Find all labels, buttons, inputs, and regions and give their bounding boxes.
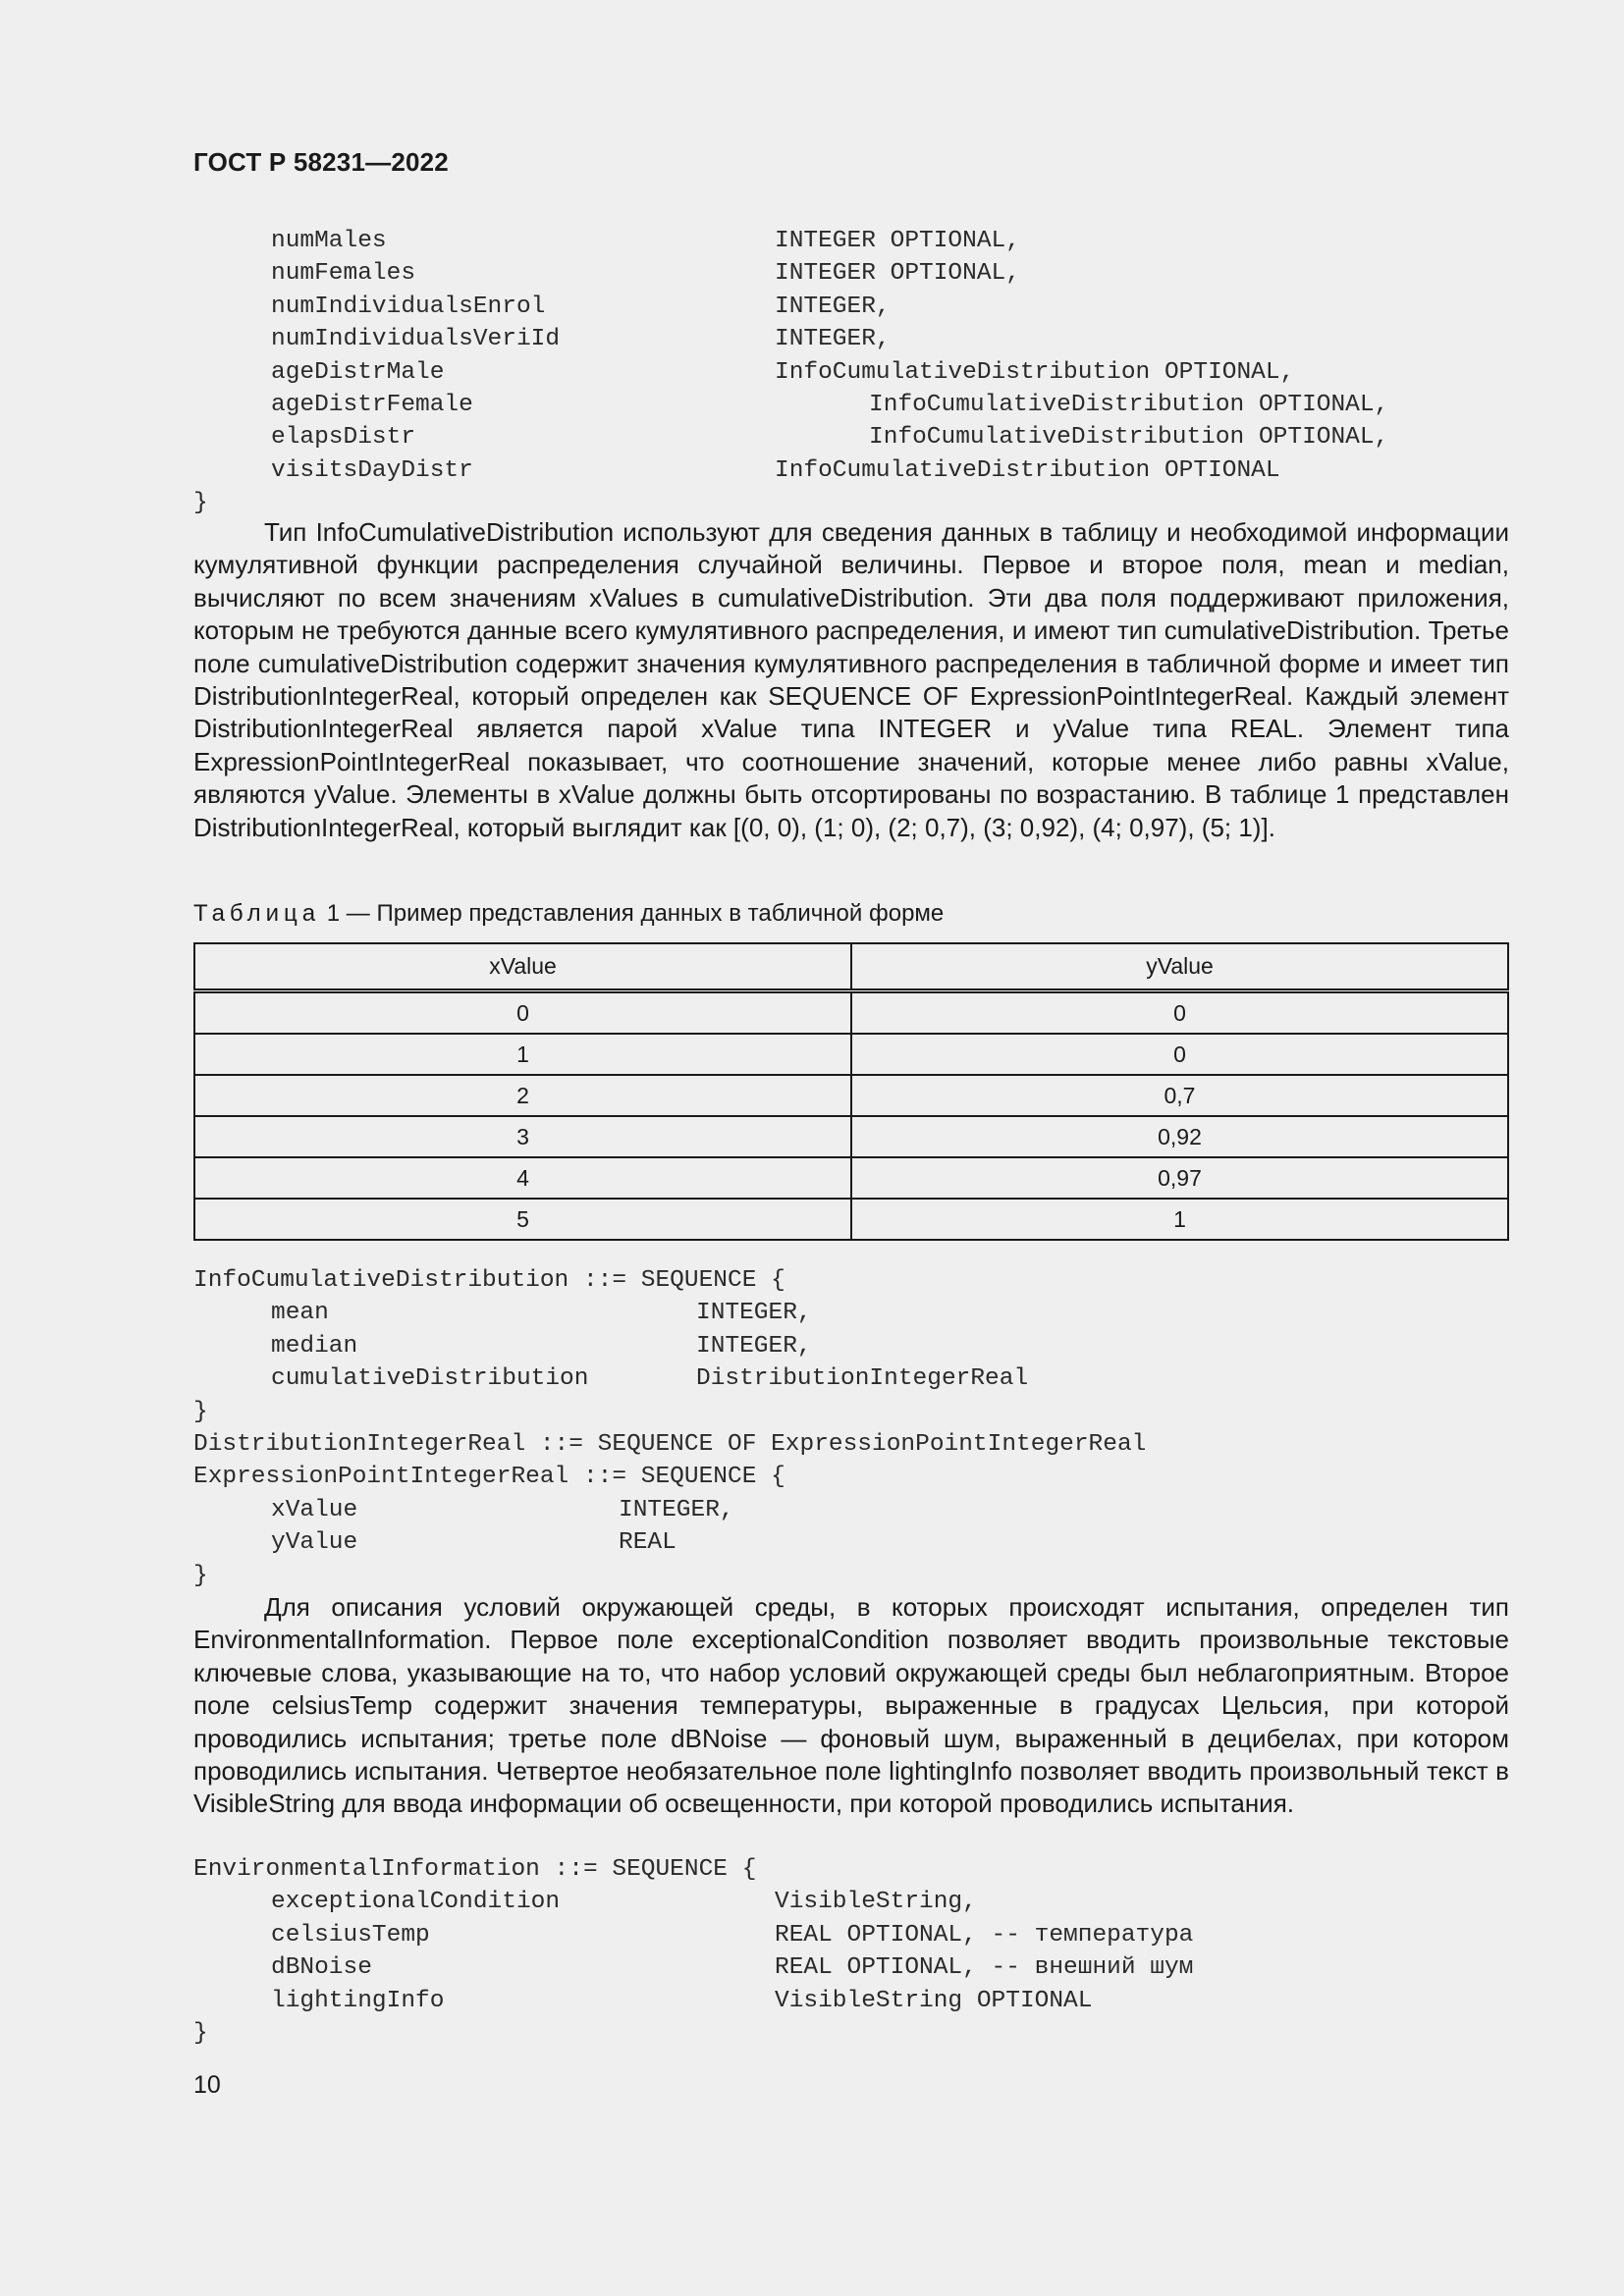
asn1-code-block-fields (193, 225, 1509, 520)
page-number: 10 (193, 2071, 221, 2099)
code-field-type: REAL OPTIONAL, -- температура (775, 1921, 1194, 1949)
code-line (193, 1985, 1509, 2017)
code-line (193, 1951, 1509, 1984)
cell-yvalue: 0,92 (851, 1116, 1508, 1157)
code-line (193, 1396, 1509, 1428)
code-field-name: } (193, 2019, 208, 2047)
cell-yvalue: 0,7 (851, 1075, 1508, 1116)
code-field-type: VisibleString OPTIONAL (775, 1987, 1093, 2014)
code-field-name: mean (271, 1300, 329, 1327)
code-line (193, 323, 1509, 355)
code-field-name: lightingInfo (271, 1987, 445, 2014)
code-field-name: dBNoise (271, 1954, 372, 1982)
code-line (193, 1362, 1509, 1395)
code-line (193, 1886, 1509, 1918)
code-field-name: elapsDistr (271, 424, 416, 452)
code-field-name: numIndividualsEnrol (271, 293, 546, 320)
code-line (193, 1494, 1509, 1526)
code-line (193, 356, 1509, 389)
code-line (193, 454, 1509, 487)
table-row (194, 1116, 1508, 1157)
code-field-name: numMales (271, 228, 387, 254)
code-field-type: INTEGER, (775, 326, 891, 353)
table-row (194, 1075, 1508, 1116)
code-field-type: InfoCumulativeDistribution OPTIONAL, (775, 358, 1295, 386)
code-field-type: InfoCumulativeDistribution OPTIONAL, (869, 391, 1389, 418)
code-field-type: REAL (619, 1529, 677, 1557)
table-row (194, 1034, 1508, 1075)
cell-xvalue: 4 (194, 1157, 851, 1199)
standard-header: ГОСТ Р 58231—2022 (193, 147, 449, 177)
code-field-name: } (193, 490, 208, 517)
code-field-name: xValue (271, 1496, 358, 1523)
code-field-name: visitsDayDistr (271, 456, 473, 484)
code-line (193, 1428, 1509, 1461)
cell-yvalue: 1 (851, 1199, 1508, 1240)
code-field-type: INTEGER, (619, 1496, 734, 1523)
code-field-name: median (271, 1332, 358, 1360)
code-line (193, 487, 1509, 519)
code-line (193, 1264, 1509, 1297)
code-field-name: EnvironmentalInformation ::= SEQUENCE { (193, 1856, 757, 1883)
code-field-type: INTEGER, (696, 1332, 812, 1360)
code-field-type: InfoCumulativeDistribution OPTIONAL (775, 456, 1280, 484)
code-line (193, 1853, 1509, 1886)
table-caption (193, 898, 944, 930)
cell-yvalue: 0,97 (851, 1157, 1508, 1199)
table-row (194, 991, 1508, 1035)
code-field-name: DistributionIntegerReal ::= SEQUENCE OF ExpressionPointIntegerReal (193, 1430, 1147, 1458)
cell-yvalue: 0 (851, 1034, 1508, 1075)
cell-xvalue: 3 (194, 1116, 851, 1157)
cell-xvalue: 5 (194, 1199, 851, 1240)
code-field-type: DistributionIntegerReal (696, 1365, 1029, 1393)
table-row (194, 1157, 1508, 1199)
code-line (193, 257, 1509, 290)
code-line (193, 421, 1509, 454)
paragraph-cumulative-distribution: Тип InfoCumulativeDistribution используют для сведения данных в таблицу и необходимой информации кумулятивной функции распределения случайной величины. Первое и второе поля, mean и median, вычисляют по всем значениям xValues в cumulativeDistribution. Эти два поля поддерживают приложения, которым не требуются данные всего кумулятивного распределения, и имеют тип cumulativeDistribution. Третье поле cumulativeDistribution содержит значения кумулятивного распределения в табличной форме и имеет тип DistributionIntegerReal, который определен как SEQUENCE OF ExpressionPointIntegerReal. Каждый элемент DistributionIntegerReal является парой xValue типа INTEGER и yValue типа REAL. Элемент типа ExpressionPointIntegerReal показывает, что соотношение значений, которые менее либо равны xValue, являются yValue. Элементы в xValue должны быть отсортированы по возрастанию. В таблице 1 представлен DistributionIntegerReal, который выглядит как [(0, 0), (1; 0), (2; 0,7), (3; 0,92), (4; 0,97), (5; 1)]. (193, 517, 1509, 842)
code-line (193, 1526, 1509, 1559)
cell-yvalue: 0 (851, 991, 1508, 1035)
code-field-name: ExpressionPointIntegerReal ::= SEQUENCE { (193, 1464, 785, 1491)
code-line (193, 389, 1509, 421)
code-field-name: celsiusTemp (271, 1921, 430, 1949)
cell-xvalue: 0 (194, 991, 851, 1035)
code-line (193, 1560, 1509, 1592)
code-field-type: INTEGER, (775, 293, 891, 320)
table-caption-text: 1 — Пример представления данных в табличной форме (326, 900, 945, 927)
code-field-name: exceptionalCondition (271, 1889, 561, 1916)
code-field-name: InfoCumulativeDistribution ::= SEQUENCE { (193, 1267, 785, 1294)
table-row (194, 1199, 1508, 1240)
code-line (193, 1297, 1509, 1329)
asn1-code-block-environment (193, 1853, 1509, 2050)
code-field-type: INTEGER, (696, 1300, 812, 1327)
code-field-name: ageDistrMale (271, 358, 445, 386)
code-field-name: } (193, 1562, 208, 1589)
code-line (193, 1919, 1509, 1951)
cell-xvalue: 1 (194, 1034, 851, 1075)
code-field-type: INTEGER OPTIONAL, (775, 228, 1020, 254)
cell-xvalue: 2 (194, 1075, 851, 1116)
table-caption-word: Таблица (193, 900, 321, 927)
code-field-type: InfoCumulativeDistribution OPTIONAL, (869, 424, 1389, 452)
code-line (193, 2017, 1509, 2050)
distribution-table (193, 942, 1509, 1241)
code-line (193, 225, 1509, 257)
code-field-name: numIndividualsVeriId (271, 326, 561, 353)
code-field-name: yValue (271, 1529, 358, 1557)
column-header-xvalue: xValue (194, 943, 851, 991)
code-field-name: cumulativeDistribution (271, 1365, 589, 1393)
code-field-name: ageDistrFemale (271, 391, 473, 418)
code-line (193, 1330, 1509, 1362)
paragraph-environmental-information: Для описания условий окружающей среды, в которых происходят испытания, определен тип EnvironmentalInformation. Первое поле exceptionalCondition позволяет вводить произвольные текстовые ключевые слова, указывающие на то, что набор условий окружающей среды был неблагоприятным. Второе поле celsiusTemp содержит значения температуры, выраженные в градусах Цельсия, при которой проводились испытания; третье поле dBNoise — фоновый шум, выраженный в децибелах, при котором проводились испытания. Четвертое необязательное поле lightingInfo позволяет вводить произвольный текст в VisibleString для ввода информации об освещенности, при которой проводились испытания. (193, 1592, 1509, 1819)
code-field-name: numFemales (271, 260, 416, 288)
code-line (193, 291, 1509, 323)
code-field-type: VisibleString, (775, 1889, 977, 1916)
code-field-type: REAL OPTIONAL, -- внешний шум (775, 1954, 1194, 1982)
table-header-row (194, 943, 1508, 991)
column-header-yvalue: yValue (851, 943, 1508, 991)
code-field-type: INTEGER OPTIONAL, (775, 260, 1020, 288)
code-line (193, 1461, 1509, 1493)
code-field-name: } (193, 1398, 208, 1425)
asn1-code-block-cumulative (193, 1264, 1509, 1592)
